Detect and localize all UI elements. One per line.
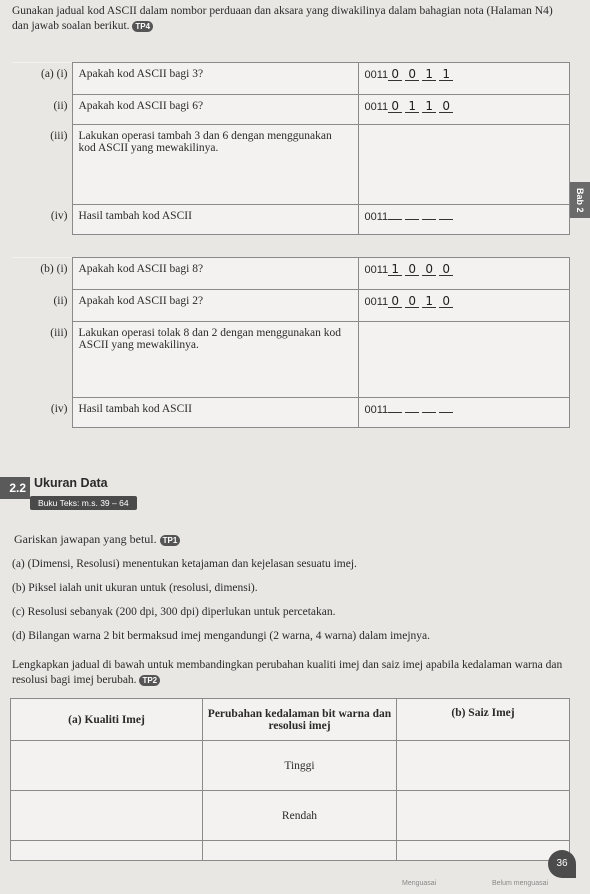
section-title: Ukuran Data (34, 476, 108, 490)
page-corner-badge: 36 (548, 850, 576, 878)
change-low: Rendah (203, 791, 397, 841)
compare-instruction: Lengkapkan jadual di bawah untuk membandingkan perubahan kualiti imej dan saiz imej apabila kedalaman warna dan resolusi bagi imej berubah. TP2 (12, 659, 563, 686)
section-number: 2.2 (0, 477, 30, 499)
header-change: Perubahan kedalaman bit warna dan resolusi imej (203, 699, 397, 741)
answer-b-iii[interactable] (358, 322, 570, 398)
row-num: (iv) (12, 398, 72, 428)
tp-badge: TP2 (139, 675, 160, 686)
question-a-iii: Lakukan operasi tambah 3 dan 6 dengan menggunakan kod ASCII yang mewakilinya. (72, 125, 358, 205)
part-a-label: (a) (i) (12, 63, 72, 95)
footer-not-mastered: Belum menguasai (492, 880, 549, 887)
option-c[interactable]: (c) Resolusi sebanyak (200 dpi, 300 dpi) diperlukan untuk percetakan. (12, 606, 336, 618)
part-b-label: (b) (i) (12, 258, 72, 290)
quality-low-cell[interactable] (11, 791, 203, 841)
answer-a-iii[interactable] (358, 125, 570, 205)
table-part-a (12, 62, 570, 235)
option-b[interactable]: (b) Piksel ialah unit ukuran untuk (resolusi, dimensi). (12, 582, 258, 594)
chapter-tab: Bab 2 (570, 182, 590, 218)
change-high: Tinggi (203, 741, 397, 791)
row-num: (iii) (12, 322, 72, 398)
row-num: (iii) (12, 125, 72, 205)
instruction-text: Gunakan jadual kod ASCII dalam nombor perduaan dan aksara yang diwakilinya dalam bahagian nota (Halaman N4) dan jawab soalan berikut. (12, 5, 553, 32)
spacer (397, 841, 570, 861)
answer-a-iv[interactable]: 0011 (358, 205, 570, 235)
answer-a-i[interactable]: 0011 0 0 1 1 (358, 63, 570, 95)
quality-high-cell[interactable] (11, 741, 203, 791)
textbook-reference: Buku Teks: m.s. 39 – 64 (30, 496, 137, 510)
question-b-ii: Apakah kod ASCII bagi 2? (72, 290, 358, 322)
footer-mastered: Menguasai (402, 880, 437, 887)
header-size: (b) Saiz Imej (397, 699, 570, 741)
answer-a-ii[interactable]: 0011 0 1 1 0 (358, 95, 570, 125)
table-part-b (12, 257, 570, 428)
question-a-ii: Apakah kod ASCII bagi 6? (72, 95, 358, 125)
spacer (203, 841, 397, 861)
row-num: (ii) (12, 290, 72, 322)
question-b-iii: Lakukan operasi tolak 8 dan 2 dengan menggunakan kod ASCII yang mewakilinya. (72, 322, 358, 398)
option-a[interactable]: (a) (Dimensi, Resolusi) menentukan ketajaman dan kejelasan sesuatu imej. (12, 558, 357, 570)
underline-instruction: Gariskan jawapan yang betul. TP1 (14, 532, 180, 547)
row-num: (iv) (12, 205, 72, 235)
header-quality: (a) Kualiti Imej (11, 699, 203, 741)
spacer (11, 841, 203, 861)
row-num: (ii) (12, 95, 72, 125)
compare-table (10, 698, 570, 861)
answer-b-i[interactable]: 0011 1 0 0 0 (358, 258, 570, 290)
answer-b-iv[interactable]: 0011 (358, 398, 570, 428)
question-a-i: Apakah kod ASCII bagi 3? (72, 63, 358, 95)
question-b-i: Apakah kod ASCII bagi 8? (72, 258, 358, 290)
option-d[interactable]: (d) Bilangan warna 2 bit bermaksud imej mengandungi (2 warna, 4 warna) dalam imejnya. (12, 630, 431, 642)
question-b-iv: Hasil tambah kod ASCII (72, 398, 358, 428)
size-low-cell[interactable] (397, 791, 570, 841)
instruction (12, 4, 572, 34)
answer-b-ii[interactable]: 0011 0 0 1 0 (358, 290, 570, 322)
size-high-cell[interactable] (397, 741, 570, 791)
question-a-iv: Hasil tambah kod ASCII (72, 205, 358, 235)
tp-badge: TP4 (132, 21, 153, 32)
tp-badge: TP1 (160, 535, 181, 546)
